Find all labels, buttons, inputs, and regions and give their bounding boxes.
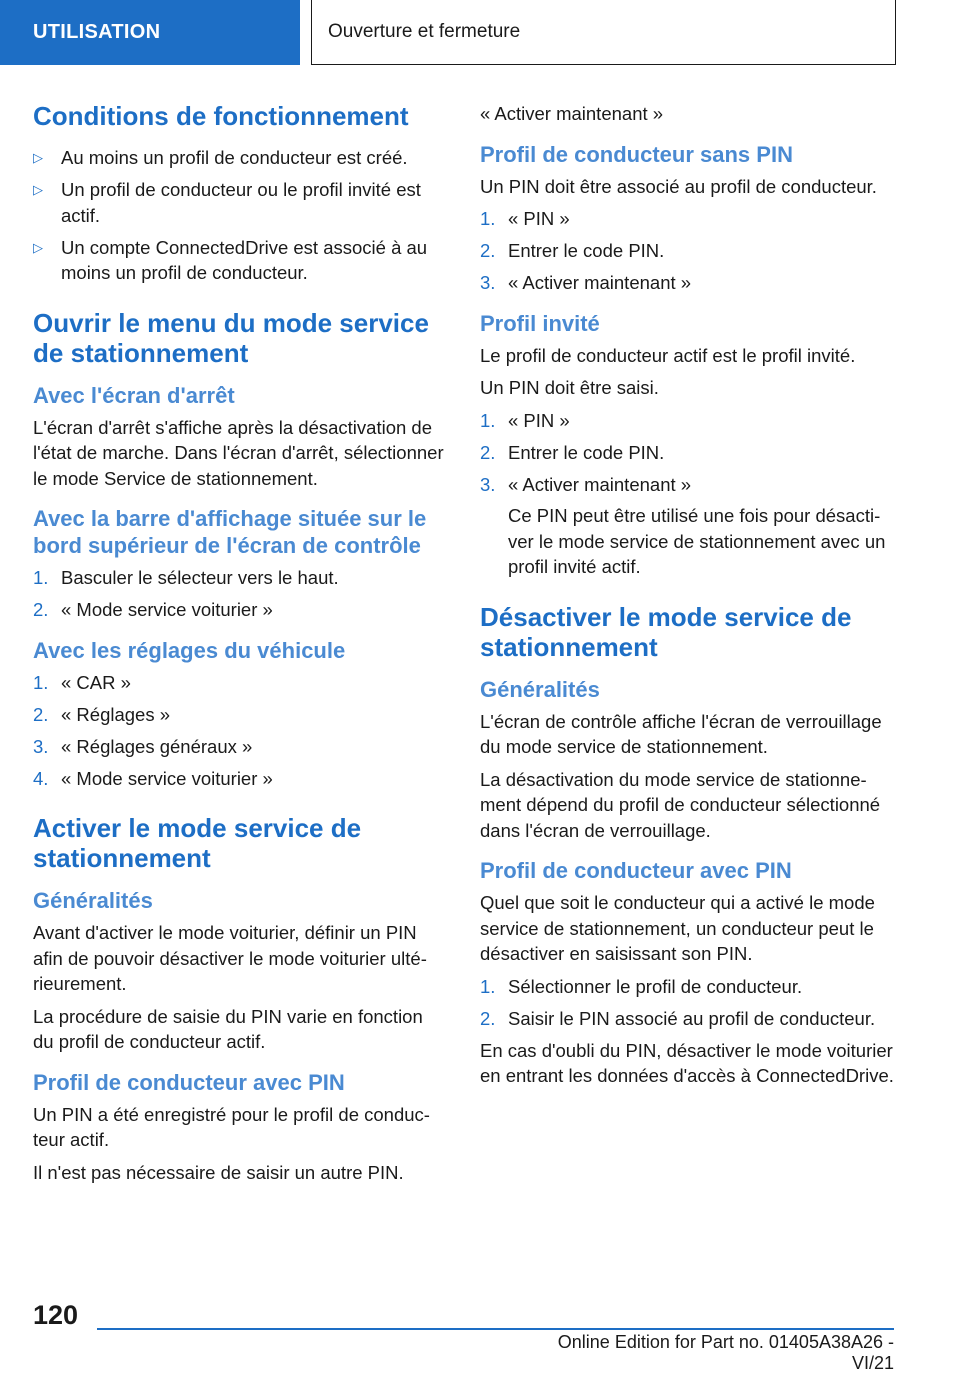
- step-item: [480, 974, 895, 1000]
- step-text: « CAR »: [61, 671, 131, 693]
- list-item: [33, 145, 448, 171]
- step-text: Saisir le PIN associé au profil de conducteur.: [508, 1007, 876, 1029]
- heading-general: Généralités: [480, 676, 600, 702]
- step-text: « Mode service voiturier »: [61, 767, 273, 789]
- right-column: [480, 101, 895, 1096]
- heading-open-menu: Ouvrir le menu du mode service de stationnement: [33, 307, 429, 368]
- step-item: [480, 270, 895, 296]
- step-text: « Réglages »: [61, 703, 171, 725]
- step-item: [480, 206, 895, 232]
- guest-note: Ce PIN peut être utilisé une fois pour désactiver le mode service de stationnement avec un profil invité actif.: [508, 505, 886, 577]
- step-number: 2.: [480, 441, 496, 463]
- step-number: 2.: [480, 240, 496, 261]
- pin-paragraph-1: Un PIN a été enregistré pour le profil de conducteur actif.: [33, 1103, 430, 1150]
- step-number: 1.: [33, 671, 49, 693]
- section-tab: UTILISATION: [0, 0, 300, 65]
- step-text: Basculer le sélecteur vers le haut.: [61, 567, 339, 588]
- deact-general-paragraph-1: L'écran de contrôle affiche l'écran de verrouillage du mode service de stationnement.: [480, 710, 882, 757]
- step-text: Sélectionner le profil de conducteur.: [508, 975, 803, 997]
- step-item: [480, 1006, 895, 1032]
- heading-display-bar: Avec la barre d'affichage située sur le bord supérieur de l'écran de contrôle: [33, 506, 427, 558]
- deact-pin-steps: [480, 974, 895, 1032]
- footer-divider: [97, 1328, 894, 1330]
- step-number: 2.: [480, 1007, 496, 1029]
- step-text: « Activer maintenant »: [508, 272, 692, 293]
- step-text: « Mode service voiturier »: [61, 599, 273, 620]
- heading-vehicle-settings: Avec les réglages du véhicule: [33, 637, 346, 663]
- activate-now-text: « Activer maintenant »: [480, 103, 664, 124]
- heading-stop-screen: Avec l'écran d'arrêt: [33, 382, 235, 408]
- edition-text: Online Edition for Part no. 01405A38A26 - VI/21: [557, 1332, 894, 1373]
- step-text: « PIN »: [508, 409, 570, 431]
- step-number: 1.: [33, 567, 49, 588]
- step-item: [33, 670, 448, 696]
- heading-conditions: Conditions de fonctionnement: [33, 101, 409, 131]
- step-item: [33, 734, 448, 760]
- step-item: [33, 565, 448, 591]
- step-number: 1.: [480, 208, 496, 229]
- step-number: 2.: [33, 599, 49, 620]
- step-number: 3.: [480, 473, 496, 495]
- list-item-text: Un profil de conducteur ou le profil invité est actif.: [61, 179, 421, 226]
- heading-guest-profile: Profil invité: [480, 310, 600, 336]
- general-paragraph-1: Avant d'activer le mode voiturier, définir un PIN afin de pouvoir désactiver le mode voiturier ultérieurement.: [33, 922, 427, 994]
- step-text: « Activer maintenant »: [508, 473, 692, 495]
- conditions-list: [33, 145, 448, 286]
- step-item: [480, 238, 895, 264]
- heading-general: Généralités: [33, 888, 153, 913]
- vehicle-settings-steps: [33, 670, 448, 792]
- forgot-pin-text: En cas d'oubli du PIN, désactiver le mode voiturier en entrant les données d'accès à ConnectedDrive.: [480, 1039, 894, 1086]
- general-paragraph-2: La procédure de saisie du PIN varie en fonction du profil de conducteur actif.: [33, 1005, 423, 1052]
- list-item: [33, 235, 448, 286]
- heading-profile-with-pin: Profil de conducteur avec PIN: [480, 858, 792, 883]
- list-item-text: Au moins un profil de conducteur est créé.: [61, 147, 408, 168]
- step-text: Entrer le code PIN.: [508, 240, 665, 261]
- heading-profile-without-pin: Profil de conducteur sans PIN: [480, 141, 793, 167]
- step-item: [480, 440, 895, 466]
- step-item: [33, 702, 448, 728]
- step-item: [33, 597, 448, 623]
- heading-activate: Activer le mode service de stationnement: [33, 813, 362, 873]
- step-number: 1.: [480, 975, 496, 997]
- step-number: 3.: [480, 272, 496, 293]
- guest-paragraph-2: Un PIN doit être saisi.: [480, 377, 659, 398]
- no-pin-steps: [480, 206, 895, 296]
- deact-general-paragraph-2: La désactivation du mode service de stationnement dépend du profil de conducteur sélectionné dans l'écran de verrouillage.: [480, 768, 881, 841]
- heading-deactivate: Désactiver le mode service de stationnement: [480, 601, 852, 662]
- step-item: [480, 408, 895, 434]
- step-number: 1.: [480, 409, 496, 431]
- triangle-bullet-icon: ▷: [33, 182, 43, 197]
- deact-pin-text: Quel que soit le conducteur qui a activé le mode service de stationnement, un conducteur peut le désactiver en saisissant son PIN.: [480, 892, 875, 964]
- triangle-bullet-icon: ▷: [33, 150, 43, 165]
- step-text: « PIN »: [508, 208, 570, 229]
- step-item: [480, 472, 895, 580]
- triangle-bullet-icon: ▷: [33, 239, 43, 255]
- list-item-text: Un compte ConnectedDrive est associé à au moins un profil de conducteur.: [61, 236, 428, 283]
- list-item: [33, 177, 448, 228]
- heading-profile-with-pin: Profil de conducteur avec PIN: [33, 1069, 345, 1095]
- chapter-title: Ouverture et fermeture: [311, 0, 896, 65]
- step-text: Entrer le code PIN.: [508, 441, 665, 463]
- step-item: [33, 766, 448, 792]
- page-number: 120: [33, 1300, 79, 1330]
- step-number: 3.: [33, 735, 49, 757]
- no-pin-text: Un PIN doit être associé au profil de conducteur.: [480, 175, 877, 197]
- pin-paragraph-2: Il n'est pas nécessaire de saisir un autre PIN.: [33, 1161, 404, 1183]
- guest-steps: [480, 408, 895, 580]
- guest-paragraph-1: Le profil de conducteur actif est le profil invité.: [480, 344, 856, 366]
- display-bar-steps: [33, 565, 448, 623]
- left-column: [33, 101, 448, 1192]
- stop-screen-text: L'écran d'arrêt s'affiche après la désactivation de l'état de marche. Dans l'écran d'arrêt, sélectionner le mode Service de stationnement.: [33, 416, 444, 489]
- step-number: 4.: [33, 767, 49, 789]
- step-number: 2.: [33, 703, 49, 725]
- step-text: « Réglages généraux »: [61, 735, 253, 757]
